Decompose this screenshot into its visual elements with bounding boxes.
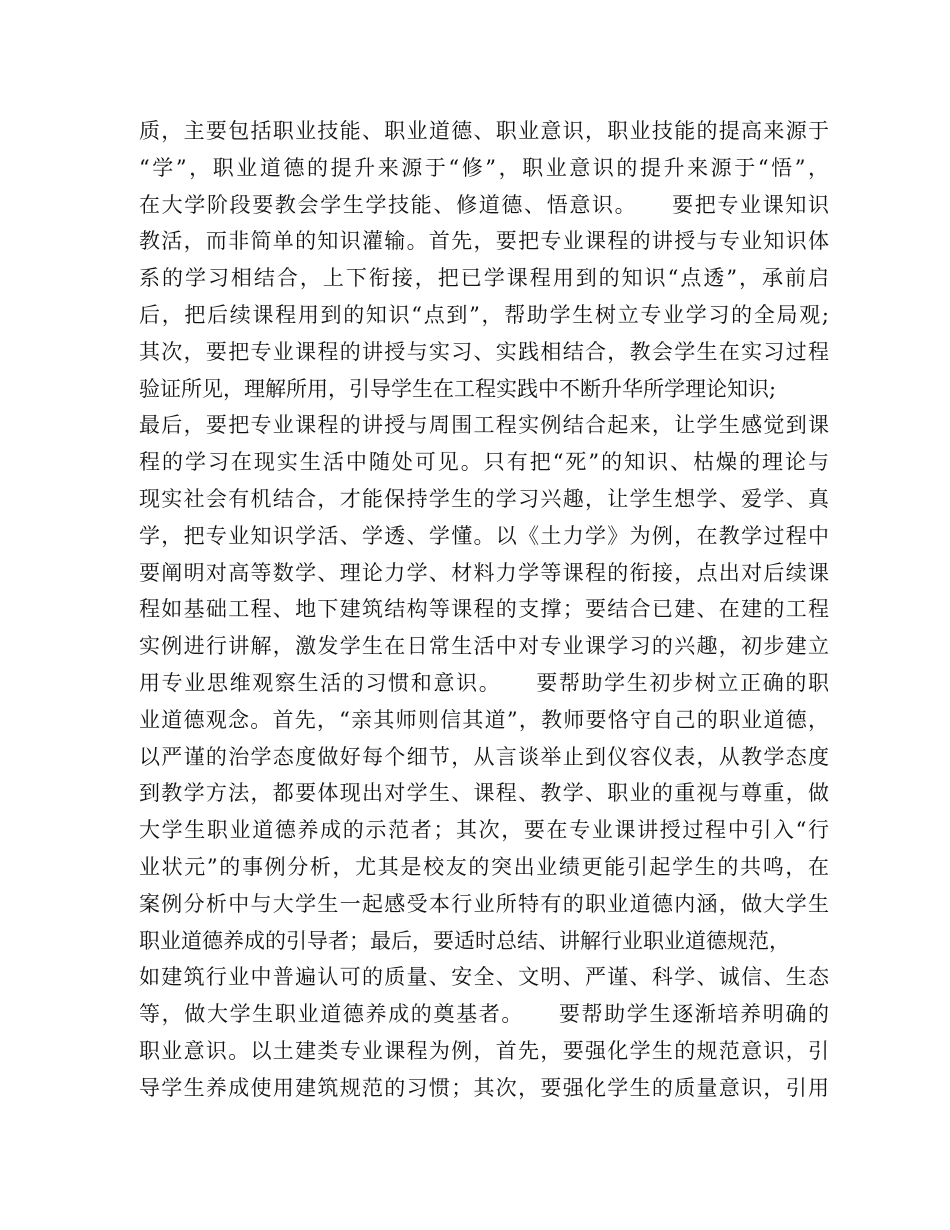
- text-line: 验证所见，理解所用，引导学生在工程实践中不断升华所学理论知识;: [139, 376, 777, 401]
- text-line: 到教学方法，都要体现出对学生、课程、教学、职业的重视与尊重，做: [139, 781, 829, 806]
- text-line: 最后，要把专业课程的讲授与周围工程实例结合起来，让学生感觉到课: [139, 413, 829, 438]
- text-line: 学，把专业知识学活、学透、学懂。以《土力学》为例，在教学过程中: [139, 523, 829, 548]
- text-line: 如建筑行业中普遍认可的质量、安全、文明、严谨、科学、诚信、生态: [139, 965, 829, 990]
- text-line: 教活，而非简单的知识灌输。首先，要把专业课程的讲授与专业知识体: [139, 229, 829, 254]
- text-line: “学”，职业道德的提升来源于“修”，职业意识的提升来源于“悟”，: [139, 155, 829, 180]
- text-line: 要阐明对高等数学、理论力学、材料力学等课程的衔接，点出对后续课: [139, 560, 829, 585]
- text-line: 案例分析中与大学生一起感受本行业所特有的职业道德内涵，做大学生: [139, 891, 829, 916]
- text-line: 在大学阶段要教会学生学技能、修道德、悟意识。 要把专业课知识: [139, 192, 829, 217]
- text-line: 现实社会有机结合，才能保持学生的学习兴趣，让学生想学、爱学、真: [139, 486, 829, 511]
- text-line: 以严谨的治学态度做好每个细节，从言谈举止到仪容仪表，从教学态度: [139, 744, 829, 769]
- text-line: 大学生职业道德养成的示范者；其次，要在专业课讲授过程中引入“行: [139, 818, 829, 843]
- text-line: 等，做大学生职业道德养成的奠基者。 要帮助学生逐渐培养明确的: [139, 1002, 829, 1027]
- text-line: 系的学习相结合，上下衔接，把已学课程用到的知识“点透”，承前启: [139, 266, 829, 291]
- text-line: 实例进行讲解，激发学生在日常生活中对专业课学习的兴趣，初步建立: [139, 634, 829, 659]
- text-line: 业状元”的事例分析，尤其是校友的突出业绩更能引起学生的共鸣，在: [139, 854, 829, 879]
- text-line: 程如基础工程、地下建筑结构等课程的支撑；要结合已建、在建的工程: [139, 597, 829, 622]
- text-line: 其次，要把专业课程的讲授与实习、实践相结合，教会学生在实习过程: [139, 339, 829, 364]
- text-line: 职业意识。以土建类专业课程为例，首先，要强化学生的规范意识，引: [139, 1038, 829, 1063]
- body-text: [139, 113, 829, 1107]
- text-line: 后，把后续课程用到的知识“点到”，帮助学生树立专业学习的全局观;: [139, 302, 829, 327]
- text-line: 职业道德养成的引导者；最后，要适时总结、讲解行业职业道德规范，: [139, 928, 790, 953]
- text-line: 程的学习在现实生活中随处可见。只有把“死”的知识、枯燥的理论与: [139, 450, 829, 475]
- text-line: 质，主要包括职业技能、职业道德、职业意识，职业技能的提高来源于: [139, 119, 829, 143]
- text-line: 导学生养成使用建筑规范的习惯；其次，要强化学生的质量意识，引用: [139, 1075, 829, 1100]
- text-line: 用专业思维观察生活的习惯和意识。 要帮助学生初步树立正确的职: [139, 670, 829, 695]
- text-line: 业道德观念。首先，“亲其师则信其道”，教师要恪守自己的职业道德，: [139, 707, 829, 732]
